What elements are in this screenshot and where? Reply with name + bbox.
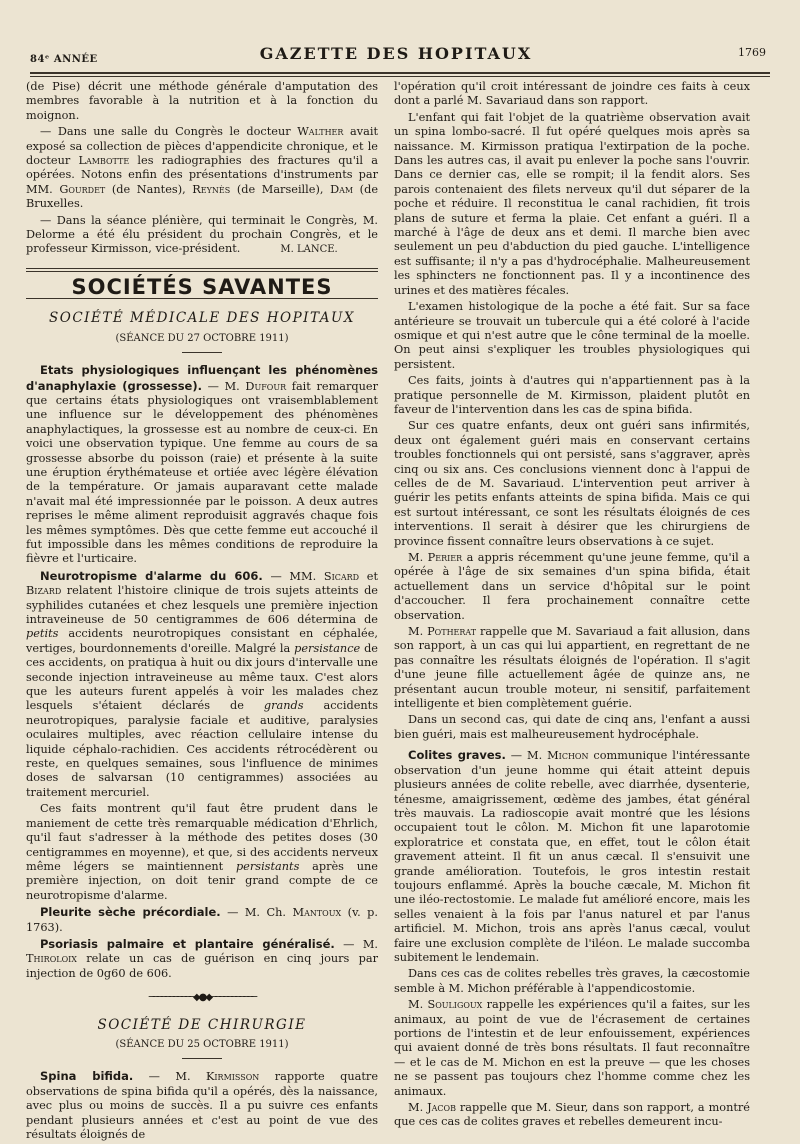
author-signature: M. LANCE. xyxy=(280,244,338,256)
paragraph: M. Potherat rappelle que M. Savariaud a fait allusion, dans son rapport, à un cas qui lui appartient, en regrettant de ne pas connaître les résultats éloignés de l'opération. Il s'agit d'une jeune fille actuellement âgée de quinze ans, ne présentant aucun trouble moteur, ni sensitif, parfaitement intelligente et bien complètement guérie. xyxy=(394,625,750,711)
paragraph: Pleurite sèche précordiale. — M. Ch. Mantoux (v. p. 1763). xyxy=(26,905,378,934)
ornament-rule: ───────────◆●◆─────────── xyxy=(148,992,256,1004)
left-column xyxy=(26,80,378,1144)
edition-label: 84ᵉ ANNÉE xyxy=(30,54,98,65)
page-number: 1769 xyxy=(738,46,766,59)
double-rule xyxy=(26,268,378,272)
paragraph: — Dans la séance plénière, qui terminait le Congrès, M. Delorme a été élu président du prochain Congrès, et le professeur Kirmisson, vice-président. M. LANCE. xyxy=(26,213,378,256)
paragraph: Neurotropisme d'alarme du 606. — MM. Sicard et Bizard relatent l'histoire clinique de trois sujets atteints de syphilides cutanées et chez lesquels une première injection intraveineuse de 50 centigrammes de 606 détermina de petits accidents neurotropiques consistant en céphalée, vertiges, bourdonnements d'oreille. Malgré la persistance de ces accidents, on pratiqua à huit ou dix jours d'intervalle une seconde injection intraveineuse au même taux. C'est alors que les auteurs furent appelés à voir les malades chez lesquels s'étaient déclarés de grands accidents neurotropiques, paralysie faciale et auditive, paralysies oculaires multiples, avec réaction cellulaire intense du liquide céphalo-rachidien. Ces accidents rétrocédèrent ou reste, en quelques semaines, sous l'influence de minimes doses de salvarsan (10 centigrammes) associées au traitement mercuriel. xyxy=(26,568,379,799)
paragraph: Ces faits, joints à d'autres qui n'appartiennent pas à la pratique personnelle de M. Kirmisson, plaident plutôt en faveur de l'intervention dans les cas de spina bifida. xyxy=(394,374,750,416)
paragraph: Colites graves. — M. Michon communique l'intéressante observation d'un jeune homme qui était atteint depuis plusieurs années de colite rebelle, avec diarrhée, dysenterie, ténesme, amaigrissement, œdème des jambes, état général très mauvais. La radioscopie avait montré que les lésions occupaient tout le côlon. M. Michon fit une laparotomie exploratrice et constata que, en effet, tout le côlon était gravement atteint. Il fit un anus cæcal. Il s'ensuivit une grande amélioration. Toutefois, le gros intestin restait toujours enflammé. Après la bouche cæcale, M. Michon fit une iléo-rectostomie. Le malade fut amélioré encore, mais les selles venaient à la fois par l'anus naturel et par l'anus artificiel. M. Michon, trois ans après l'anus cæcal, voulut faire une exclusion complète de l'iléon. Le malade succomba subitement le lendemain. xyxy=(394,748,751,964)
section-banner: SOCIÉTÉS SAVANTES xyxy=(71,274,333,299)
short-rule xyxy=(182,1058,222,1059)
paragraph: M. Perier a appris récemment qu'une jeune femme, qu'il a opérée à l'âge de six semaines d'un spina bifida, était actuellement dans un service d'hôpital sur le point d'accoucher. Il fera prochainement connaître cette observation. xyxy=(394,551,750,622)
paragraph: M. Souligoux rappelle les expériences qu'il a faites, sur les animaux, au point de vue de l'écrasement de certaines portions de l'intestin et de leur enfouissement, expériences qui avaient donné de très bons résultats. Il faut reconnaître — et le cas de M. Michon en est la preuve — que les choses ne se passent pas toujours chez l'homme comme chez les animaux. xyxy=(394,998,751,1098)
paragraph: Spina bifida. — M. Kirmisson rapporte quatre observations de spina bifida qu'il a opérés, dès la naissance, avec plus ou moins de succès. Il a pu suivre ces enfants pendant plusieurs années et c'est au point de vue des résultats éloignés de xyxy=(26,1069,379,1141)
paragraph: Sur ces quatre enfants, deux ont guéri sans infirmités, deux ont également guéri mais en conservant certains troubles fonctionnels qui ont persisté, sans s'aggraver, après cinq ou six ans. Ces conclusions viennent donc à l'appui de celles de de M. Savariaud. L'intervention peut arriver à guérir les petits enfants atteints de spina bifida. Mais ce qui est surtout intéressant, ce sont les résultats éloignés de ces interventions. Il serait à désirer que les chirurgiens de province fissent connaître leurs observations à ce sujet. xyxy=(394,419,750,548)
page-header xyxy=(22,28,770,76)
paragraph: M. Jacob rappelle que M. Sieur, dans son rapport, a montré que ces cas de colites graves et rebelles demeurent incu- xyxy=(394,1101,750,1129)
paragraph: Dans ces cas de colites rebelles très graves, la cæcostomie semble à M. Michon préférable à l'appendicostomie. xyxy=(394,967,750,995)
society-title: SOCIÉTÉ DE CHIRURGIE xyxy=(97,1016,307,1033)
paragraph: Etats physiologiques influençant les phénomènes d'anaphylaxie (grossesse). — M. Dufour fait remarquer que certains états physiologiques ont vraisemblablement une influence sur le développement des phénomènes anaphylactiques, la grossesse est au nombre de ceux-ci. En voici une observation typique. Une femme au cours de sa grossesse absorbe du poisson (raie) et présente à la suite une éruption érythémateuse et ortiée avec légère élévation de la température. Or jamais auparavant cette malade n'avait mal été impressionnée par le poisson. A deux autres reprises le même aliment reproduisit aggravés chaque fois les mêmes symptômes. Dès que cette femme eut accouché il fut impossible dans les mêmes conditions de reproduire la fièvre et l'urticaire. xyxy=(26,363,379,566)
paragraph: (de Pise) décrit une méthode générale d'amputation des membres favorable à la nutrition et à la fonction du moignon. xyxy=(26,80,378,122)
header-rule-thin xyxy=(30,76,770,77)
paragraph: l'opération qu'il croit intéressant de joindre ces faits à ceux dont a parlé M. Savariaud dans son rapport. xyxy=(394,80,750,108)
right-column xyxy=(394,80,750,1132)
session-date: (SÉANCE DU 27 OCTOBRE 1911) xyxy=(115,332,289,344)
short-rule xyxy=(182,352,222,353)
society-title: SOCIÉTÉ MÉDICALE DES HOPITAUX xyxy=(49,310,355,327)
header-rule xyxy=(30,72,770,74)
paragraph: Ces faits montrent qu'il faut être prudent dans le maniement de cette très remarquable médication d'Ehrlich, qu'il faut s'adresser à la méthode des petites doses (30 centigrammes en moyenne), et que, si des accidents nerveux même légers se maintiennent persistants après une première injection, on doit tenir grand compte de ce neurotropisme d'alarme. xyxy=(26,802,378,902)
paragraph: — Dans une salle du Congrès le docteur Walther avait exposé sa collection de pièces d'appendicite chronique, et le docteur Lambotte les radiographies des fractures qu'il a opérées. Notons enfin des présentations d'instruments par MM. Gourdet (de Nantes), Reynès (de Marseille), Dam (de Bruxelles. xyxy=(26,125,379,211)
journal-title: GAZETTE DES HOPITAUX xyxy=(259,44,533,63)
paragraph: Psoriasis palmaire et plantaire généralisé. — M. Thiroloix relate un cas de guérison en cinq jours par injection de 0g60 de 606. xyxy=(26,936,378,980)
paragraph: L'examen histologique de la poche a été fait. Sur sa face antérieure se trouvait un tubercule qui a été coloré à l'acide osmique et qui n'est autre que le cône terminal de la moelle. On peut ainsi s'expliquer les troubles physiologiques qui persistent. xyxy=(394,300,750,371)
session-date: (SÉANCE DU 25 OCTOBRE 1911) xyxy=(115,1038,289,1050)
paragraph: L'enfant qui fait l'objet de la quatrième observation avait un spina lombo-sacré. Il fut opéré quelques mois après sa naissance. M. Kirmisson pratiqua l'extirpation de la poche. Dans les autres cas, il avait pu enlever la poche sans l'ouvrir. Dans ce dernier cas, elle se rompit; il la fendit alors. Ses parois contenaient des filets nerveux qu'il dut séparer de la poche et réduire. Il reconstitua le canal rachidien, fit trois plans de suture et ferma la plaie. Cet enfant a guéri. Il a marché à l'âge de deux ans et demi. Il marche bien avec seulement un peu d'abduction du pied gauche. L'intelligence est suffisante; il n'y a pas d'hydrocéphalie. Malheureusement les sphincters ne fonctionnent pas. Il y a incontinence des urines et des matières fécales. xyxy=(394,110,750,297)
paragraph: Dans un second cas, qui date de cinq ans, l'enfant a aussi bien guéri, mais est malheureusement hydrocéphale. xyxy=(394,713,750,741)
